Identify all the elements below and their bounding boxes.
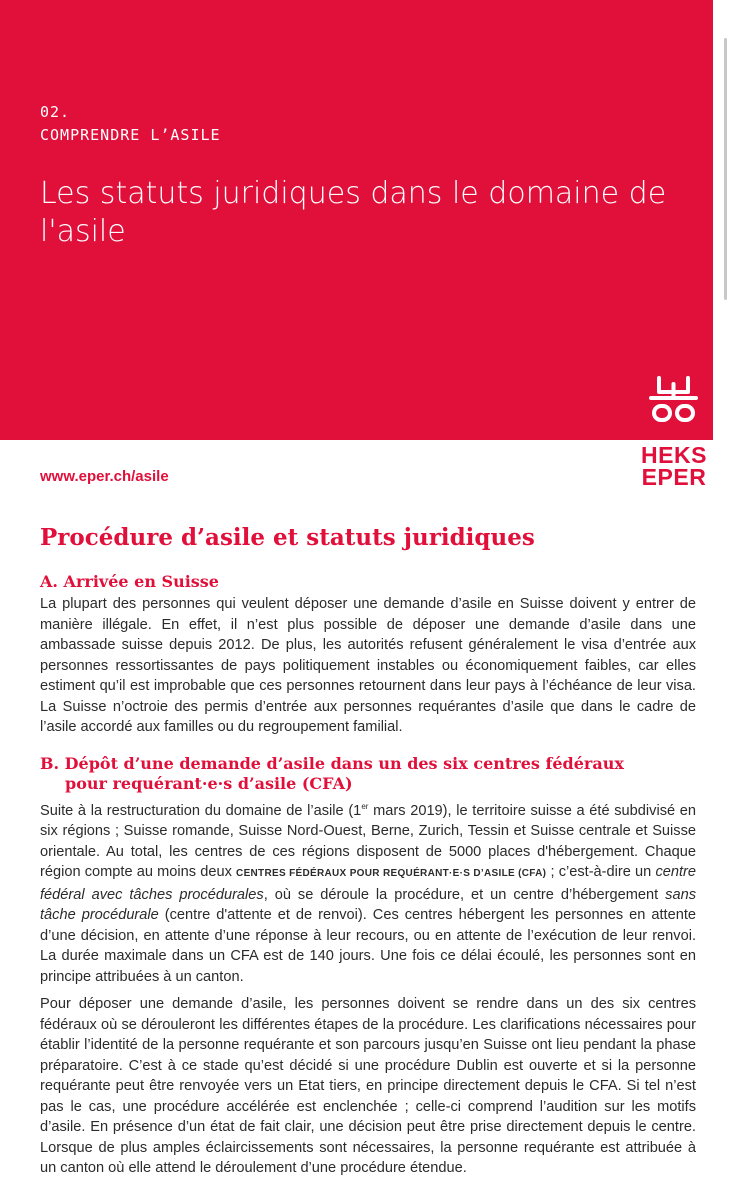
heks-eper-wordmark <box>632 444 716 488</box>
b-p1-part-a: Suite à la restructuration du domaine de l’asile (1 <box>40 802 362 819</box>
heks-eper-logo-icon <box>634 362 713 440</box>
logo-line-heks: HEKS <box>641 442 707 468</box>
scrollbar-thumb[interactable] <box>724 38 727 300</box>
b-p1-part-d: , où se déroule la procédure, et un centre d’hébergement <box>263 886 666 903</box>
subsection-a-text: La plupart des personnes qui veulent déposer une demande d’asile en Suisse doivent y entrer de manière illégale. En effet, il n’est plus possible de déposer une demande d’asile dans une ambassade suisse depuis 2012. De plus, les autorités refusent généralement le visa d’entrée aux personnes ressortissantes de pays politiquement instables ou économiquement faibles, car elles estiment qu’il est improbable que ces personnes retournent dans leur pays à l’échéance de leur visa. La Suisse n’octroie des permis d’entrée aux personnes requérantes d’asile que dans le cadre de l’asile accordé aux familles ou du regroupement familial. <box>40 596 696 735</box>
b-p1-emphasis-2: sans tâche procédurale <box>40 886 696 924</box>
chapter-name: COMPRENDRE L’ASILE <box>40 126 221 144</box>
b-p1-part-c: ; c’est-à-dire un <box>546 864 656 881</box>
subsection-b-paragraph-2: Pour déposer une demande d’asile, les personnes doivent se rendre dans un des six centres fédéraux où se dérouleront les différentes étapes de la procédure. Les clarifications nécessaires pour établir l’identité de la personne requérante et son parcours jusqu’en Suisse ont lieu pendant la phase préparatoire. C’est à ce stade qu’est décidé si une procédure Dublin est ouverte et si la personne requérante peut être renvoyée vers un Etat tiers, en principe directement depuis le CFA. Si tel n’est pas le cas, une procédure accélérée est enclenchée ; celle-ci comprend l’audition sur les motifs d’asile. En présence d’un état de fait clair, une décision peut être prise directement depuis le centre. Lorsque de plus amples éclaircissements sont nécessaires, la personne requérante est attribuée à un canton où elle attend le déroulement d’une procédure étendue. <box>40 996 696 1176</box>
section-title: Procédure d’asile et statuts juridiques <box>40 524 535 551</box>
b-p1-part-b: mars 2019), le territoire suisse a été subdivisé en six régions ; Suisse romande, Suisse Nord-Ouest, Berne, Zurich, Tessin et Suisse centrale et Suisse orientale. Au total, les centres de ces régions disposent de 5000 places d'hébergement. Chaque région compte au moins deux <box>40 802 697 881</box>
subsection-a-title: A. Arrivée en Suisse <box>40 572 219 591</box>
b-p1-superscript: er <box>361 802 369 811</box>
b-p1-emphasis-1: centre fédéral avec tâches procédurales <box>40 864 696 903</box>
chapter-number: 02. <box>40 103 71 121</box>
subsection-b-paragraph-1 <box>40 797 696 987</box>
website-link[interactable]: www.eper.ch/asile <box>40 468 169 485</box>
logo-line-eper: EPER <box>641 464 707 490</box>
b-p1-cfa-term: CENTRES FÉDÉRAUX POUR REQUÉRANT·E·S D’ASILE (CFA) <box>236 868 547 880</box>
page-title: Les statuts juridiques dans le domaine de l'asile <box>40 176 667 249</box>
subsection-b-title-line2: pour requérant·e·s d’asile (CFA) <box>65 774 353 793</box>
subsection-b-title-line1: B. Dépôt d’une demande d’asile dans un des six centres fédéraux <box>40 754 624 773</box>
scrollbar-track[interactable] <box>713 0 733 1200</box>
subsection-b-title <box>40 754 624 794</box>
header-banner <box>0 0 713 440</box>
b-p1-part-e: (centre d'attente et de renvoi). Ces centres hébergent les personnes en attente d’une décision, en attente d’une réponse à leur recours, ou en attente de l’exécution de leur renvoi. La durée maximale dans un CFA est de 140 jours. Une fois ce délai écoulé, les personnes sont en principe attribuées à un canton. <box>40 907 696 985</box>
